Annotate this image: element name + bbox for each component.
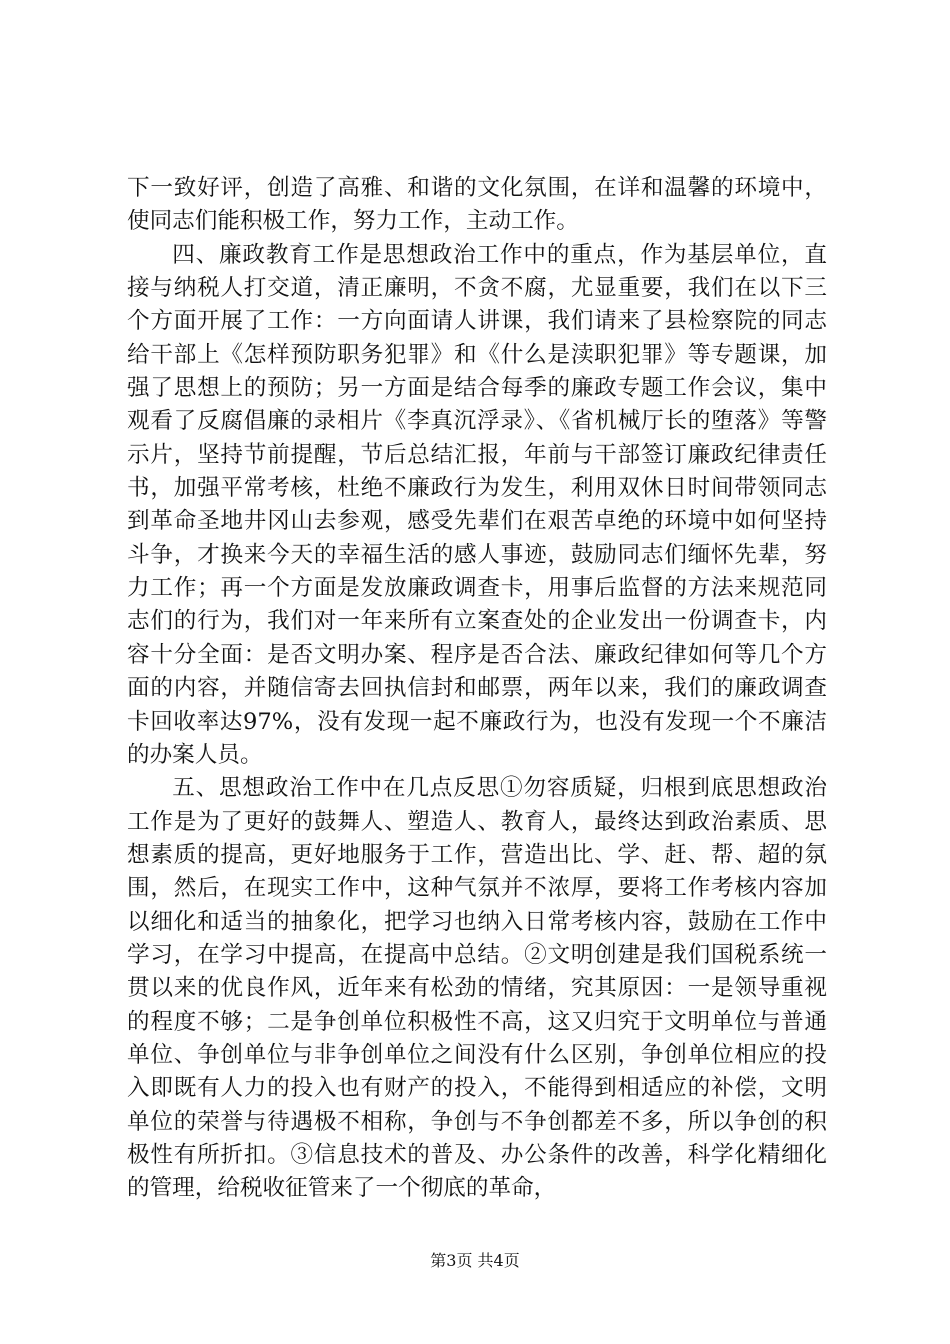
document-body [127,172,827,1206]
paragraph-reflections: 五、思想政治工作中在几点反思①勿容质疑，归根到底思想政治工作是为了更好的鼓舞人、塑造人、教育人，最终达到政治素质、思想素质的提高，更好地服务于工作，营造出比、学、赶、帮、超的氛围，然后，在现实工作中，这种气氛并不浓厚，要将工作考核内容加以细化和适当的抽象化，把学习也纳入日常考核内容，鼓励在工作中学习，在学习中提高，在提高中总结。②文明创建是我们国税系统一贯以来的优良作风，近年来有松劲的情绪，究其原因：一是领导重视的程度不够；二是争创单位积极性不高，这又归究于文明单位与普通单位、争创单位与非争创单位之间没有什么区别，争创单位相应的投入即既有人力的投入也有财产的投入，不能得到相适应的补偿，文明单位的荣誉与待遇极不相称，争创与不争创都差不多，所以争创的积极性有所折扣。③信息技术的普及、办公条件的改善，科学化精细化的管理，给税收征管来了一个彻底的革命， [127,775,827,1202]
paragraph-anti-corruption-education: 四、廉政教育工作是思想政治工作中的重点，作为基层单位，直接与纳税人打交道，清正廉明，不贪不腐，尤显重要，我们在以下三个方面开展了工作：一方向面请人讲课，我们请来了县检察院的同志给干部上《怎样预防职务犯罪》和《什么是渎职犯罪》等专题课，加强了思想上的预防；另一方面是结合每季的廉政专题工作会议，集中观看了反腐倡廉的录相片《李真沉浮录》、《省机械厅长的堕落》等警示片，坚持节前提醒，节后总结汇报，年前与干部签订廉政纪律责任书，加强平常考核，杜绝不廉政行为发生，利用双休日时间带领同志到革命圣地井冈山去参观，感受先辈们在艰苦卓绝的环境中如何坚持斗争，才换来今天的幸福生活的感人事迹，鼓励同志们缅怀先辈，努力工作；再一个方面是发放廉政调查卡，用事后监督的方法来规范同志们的行为，我们对一年来所有立案查处的企业发出一份调查卡，内容十分全面：是否文明办案、程序是否合法、廉政纪律如何等几个方面的内容，并随信寄去回执信封和邮票，两年以来，我们的廉政调查卡回收率达97%，没有发现一起不廉政行为，也没有发现一个不廉洁的办案人员。 [127,241,827,768]
paragraph-continuation: 下一致好评，创造了高雅、和谐的文化氛围，在详和温馨的环境中，使同志们能积极工作，努力工作，主动工作。 [127,175,827,235]
page-footer: 第3页 共4页 [430,1251,520,1270]
